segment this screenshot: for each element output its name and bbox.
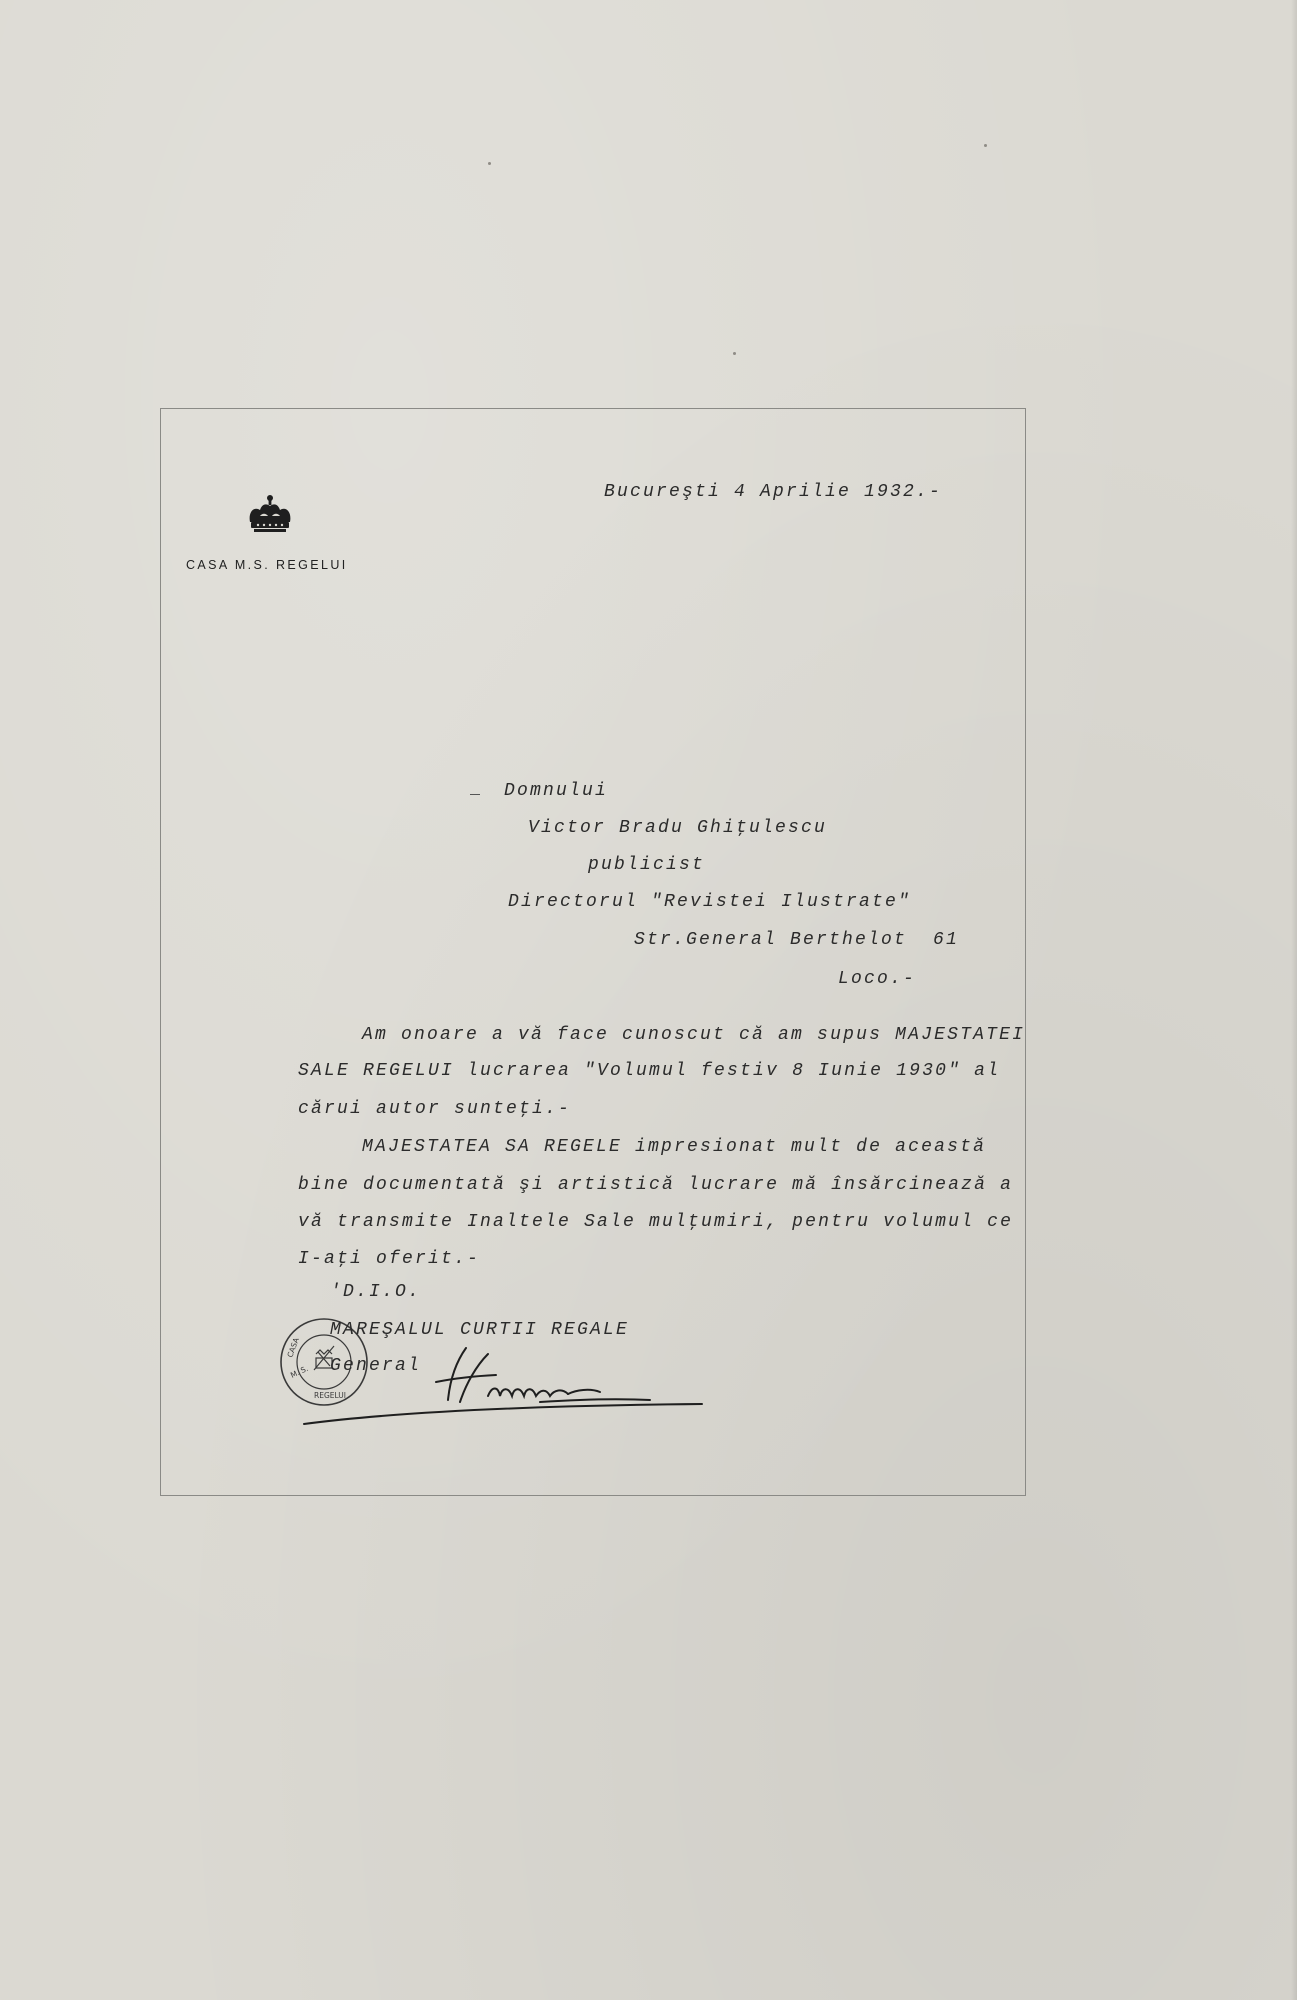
svg-text:M. S.: M. S.: [289, 1363, 310, 1380]
svg-text:REGELUI: REGELUI: [314, 1391, 347, 1400]
body-line: vă transmite Inaltele Sale mulţumiri, pentru volumul ce: [298, 1212, 1014, 1232]
paper-speck: [984, 144, 987, 147]
recipient-locality: Loco.-: [838, 969, 917, 989]
royal-crown-icon: [244, 494, 296, 534]
body-line: SALE REGELUI lucrarea "Volumul festiv 8 Iunie 1930" al: [298, 1061, 1001, 1081]
letter-date: Bucureşti 4 Aprilie 1932.-: [604, 482, 943, 502]
body-line: bine documentată şi artistică lucrare mă însărcinează a: [298, 1175, 1014, 1195]
closing-formula: 'D.I.O.: [330, 1282, 422, 1302]
recipient-salutation: Domnului: [504, 781, 609, 801]
signatory-title: MAREŞALUL CURTII REGALE: [330, 1320, 630, 1340]
margin-dash: [470, 794, 480, 795]
body-line: Am onoare a vă face cunoscut că am supus MAJESTATEI: [362, 1025, 1026, 1045]
paper-speck: [488, 162, 491, 165]
recipient-address: Str.General Berthelot 61: [634, 930, 960, 950]
handwritten-signature: [300, 1340, 720, 1430]
signatory-rank: General: [330, 1356, 422, 1376]
body-line: cărui autor sunteţi.-: [298, 1099, 572, 1119]
recipient-position: Directorul "Revistei Ilustrate": [508, 892, 912, 912]
recipient-name: Victor Bradu Ghiţulescu: [528, 818, 828, 838]
body-line: MAJESTATEA SA REGELE impresionat mult de această: [362, 1137, 987, 1157]
svg-text:CASA: CASA: [285, 1336, 301, 1359]
letterhead-house-name: CASA M.S. REGELUI: [186, 558, 348, 572]
recipient-role: publicist: [588, 855, 706, 875]
paper-speck: [733, 352, 736, 355]
body-line: I-aţi oferit.-: [298, 1249, 481, 1269]
page-edge-shadow: [1291, 0, 1297, 2000]
